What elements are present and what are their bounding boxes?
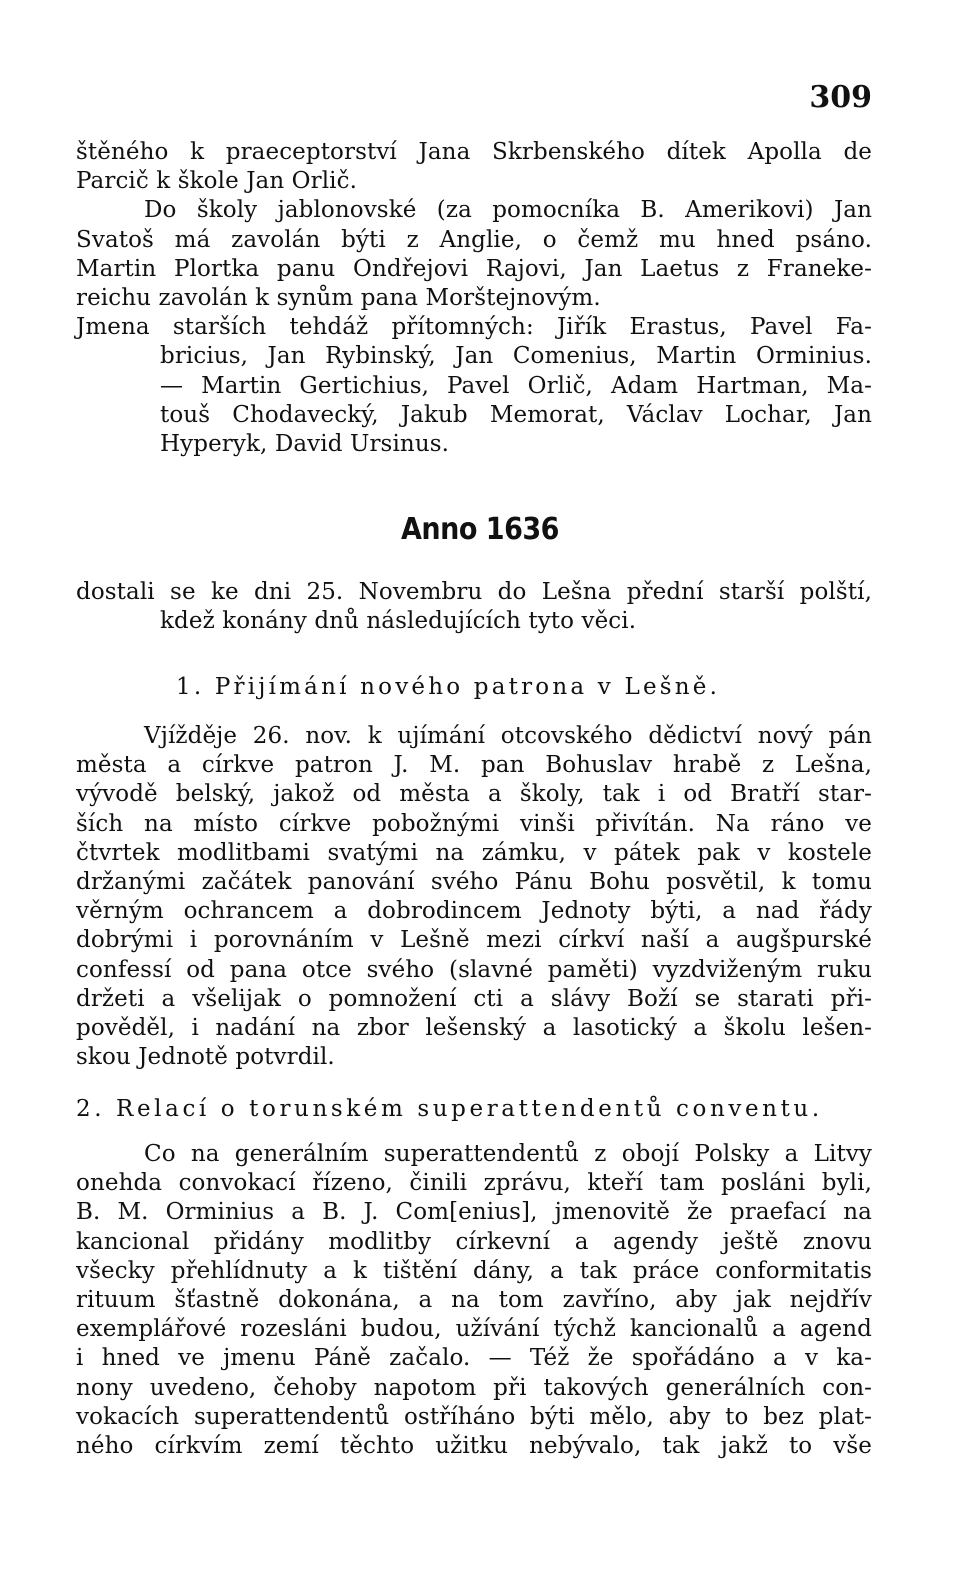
text-line: pověděl, i nadání na zbor lešenský a lasotický a školu lešen- (76, 1014, 872, 1041)
text-line: dostali se ke dni 25. Novembru do Lešna přední starší polští, (76, 579, 872, 605)
text-line: confessí od pana otce svého (slavné paměti) vyzdviženým ruku (76, 956, 872, 983)
section-heading-2: 2. Relací o torunském superattendentů conventu. (76, 1096, 823, 1122)
text-line: Martin Plortka panu Ondřejovi Rajovi, Jan Laetus z Franeke- (76, 255, 872, 282)
text-line: exemplářové rozesláni budou, užívání týchž kancionalů a agend (76, 1316, 872, 1343)
text-line: nony uvedeno, čehoby napotom při takových generálních con- (76, 1374, 872, 1401)
text-line: města a církve patron J. M. pan Bohuslav hrabě z Lešna, (76, 752, 872, 779)
text-line: B. M. Orminius a B. J. Com[enius], jmenovitě že praefací na (76, 1199, 872, 1226)
text-line: skou Jednotě potvrdil. (76, 1044, 335, 1071)
text-line: vokacích superattendentů ostříháno býti mělo, aby to bez plat- (76, 1403, 872, 1430)
text-line: Jmena starších tehdáž přítomných: Jiřík Erastus, Pavel Fa- (76, 314, 872, 341)
text-line: Hyperyk, David Ursinus. (160, 430, 450, 457)
text-line: bricius, Jan Rybinský, Jan Comenius, Martin Orminius. (160, 343, 872, 370)
text-line: čtvrtek modlitbami svatými na zámku, v pátek pak v kostele (76, 839, 872, 866)
intro-paragraph (76, 578, 872, 636)
text-line: ších na místo církve pobožnými vinši přivítán. Na ráno ve (76, 810, 872, 837)
section-heading-1: 1. Přijímání nového patrona v Lešně. (176, 674, 721, 700)
text-line: vývodě belský, jakož od města a školy, tak i od Bratří star- (76, 781, 872, 808)
text-line: kdež konány dnů následujících tyto věci. (160, 608, 637, 635)
text-line: reichu zavolán k synům pana Morštejnovým. (76, 284, 601, 311)
text-line: štěného k praeceptorství Jana Skrbenského dítek Apolla de (76, 139, 872, 165)
text-line: všecky přehlídnuty a k tištění dány, a tak práce conformitatis (76, 1257, 872, 1284)
text-line: Co na generálním superattendentů z obojí Polsky a Litvy (144, 1141, 872, 1167)
text-line: onehda convokací řízeno, činili zprávu, kteří tam posláni byli, (76, 1170, 872, 1197)
text-line: držanými začátek panování svého Pánu Bohu posvětil, k tomu (76, 868, 872, 895)
year-heading: Anno 1636 (401, 512, 559, 547)
text-line: rituum šťastně dokonána, a na tom zavříno, aby jak nejdřív (76, 1286, 872, 1313)
opening-paragraphs (76, 138, 872, 459)
text-line: Do školy jablonovské (za pomocníka B. Amerikovi) Jan (144, 197, 872, 224)
section-2-body (76, 1140, 872, 1461)
section-1-body (76, 722, 872, 1072)
text-line: věrným ochrancem a dobrodincem Jednoty býti, a nad řády (76, 898, 872, 925)
text-line: Vjížděje 26. nov. k ujímání otcovského dědictví nový pán (144, 723, 872, 749)
text-line: dobrými i porovnáním v Lešně mezi církví naší a augšpurské (76, 927, 872, 954)
text-line: i hned ve jmenu Páně začalo. — Též že spořádáno a v ka- (76, 1345, 872, 1372)
text-line: Parcič k škole Jan Orlič. (76, 168, 358, 195)
text-line: držeti a všelijak o pomnožení cti a slávy Boží se starati při- (76, 985, 872, 1012)
text-line: ného církvím zemí těchto užitku nebývalo, tak jakž to vše (76, 1432, 872, 1459)
page-number: 309 (809, 80, 872, 115)
text-line: kancional přidány modlitby církevní a agendy ještě znovu (76, 1228, 872, 1255)
text-line: — Martin Gertichius, Pavel Orlič, Adam Hartman, Ma- (160, 372, 872, 399)
text-line: Svatoš má zavolán býti z Anglie, o čemž mu hned psáno. (76, 226, 872, 253)
text-line: touš Chodavecký, Jakub Memorat, Václav Lochar, Jan (160, 401, 872, 428)
